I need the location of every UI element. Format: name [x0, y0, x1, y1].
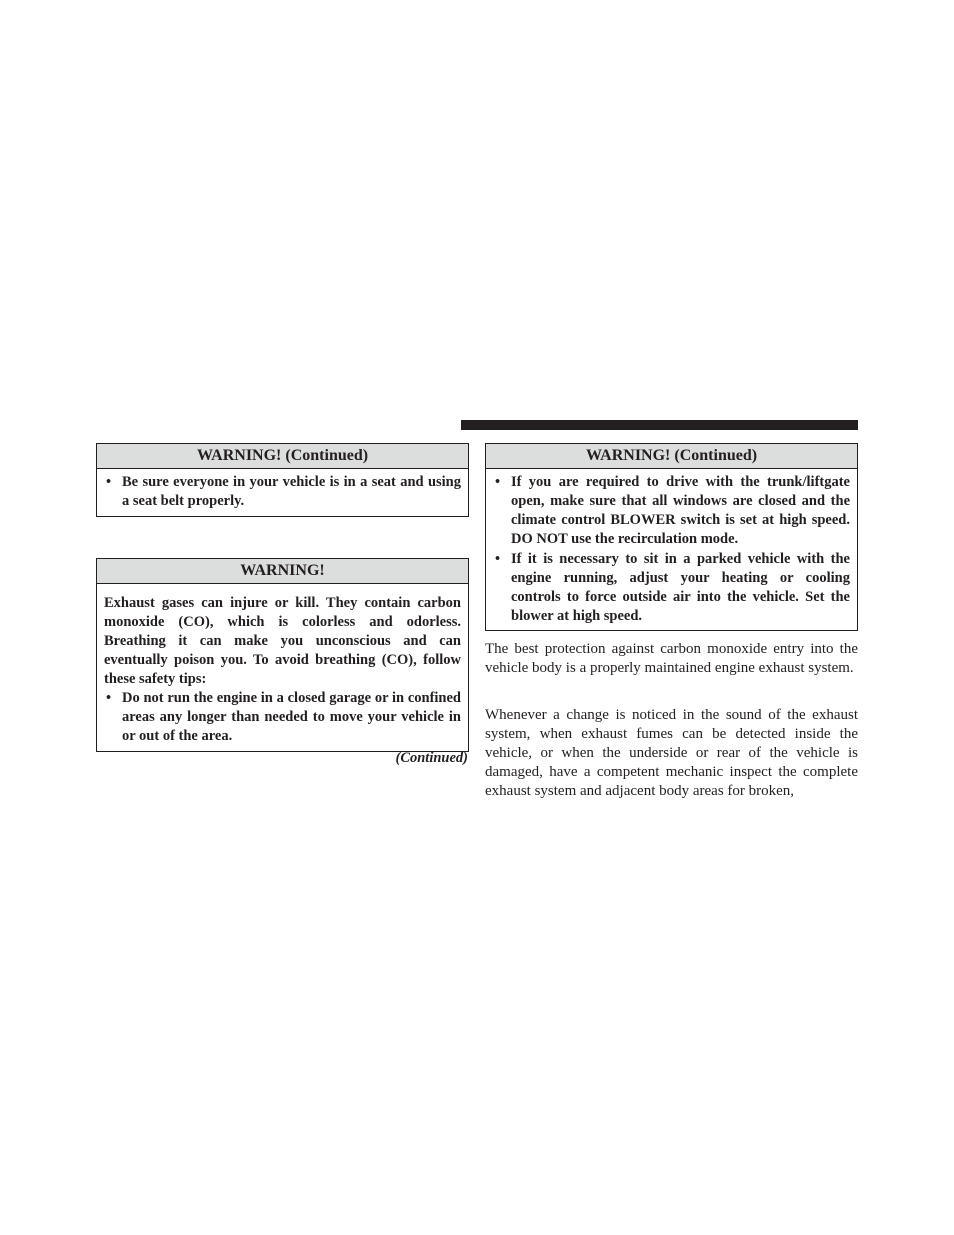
paragraph: Whenever a change is noticed in the sound of the exhaust system, when exhaust fumes can be detected inside the vehicle, or when the underside or rear of the vehicle is damaged, have a competent mechanic inspect the complete exhaust system and adjacent body areas for broken,	[485, 707, 858, 799]
bullet-icon: •	[495, 474, 501, 490]
warning-body	[97, 469, 468, 517]
body-paragraph-inspection	[485, 706, 858, 801]
bullet-text: Be sure everyone in your vehicle is in a seat and using a seat belt properly.	[122, 474, 461, 509]
bullet-list	[493, 473, 850, 626]
bullet-list	[104, 689, 461, 746]
paragraph: The best protection against carbon monoxide entry into the vehicle body is a properly maintained engine exhaust system.	[485, 641, 858, 676]
bullet-text: If you are required to drive with the trunk/liftgate open, make sure that all windows are closed and the climate control BLOWER switch is set at high speed. DO NOT use the recirculation mode.	[511, 474, 850, 547]
warning-body	[486, 469, 857, 632]
warning-intro: Exhaust gases can injure or kill. They contain carbon monoxide (CO), which is colorless and odorless. Breathing it can make you unconscious and can eventually poison you. To avoid breathing (CO), follow these safety tips:	[104, 595, 461, 687]
bullet-text: If it is necessary to sit in a parked vehicle with the engine running, adjust your heating or cooling controls to force outside air into the vehicle. Set the blower at high speed.	[511, 551, 850, 624]
warning-body	[97, 584, 468, 752]
bullet-text: Do not run the engine in a closed garage or in confined areas any longer than needed to move your vehicle in or out of the area.	[122, 690, 461, 744]
warning-header: WARNING! (Continued)	[97, 444, 468, 469]
body-paragraph-protection	[485, 640, 858, 678]
continued-label: (Continued)	[395, 750, 468, 766]
bullet-item	[493, 473, 850, 549]
bullet-item	[104, 473, 461, 511]
bullet-list	[104, 473, 461, 511]
bullet-icon: •	[106, 474, 112, 490]
warning-box-exhaust	[96, 558, 469, 752]
bullet-item	[104, 689, 461, 746]
bullet-icon: •	[106, 690, 112, 706]
warning-box-continued-left	[96, 443, 469, 517]
warning-header: WARNING! (Continued)	[486, 444, 857, 469]
bullet-item	[493, 550, 850, 626]
warning-box-continued-right	[485, 443, 858, 631]
section-header-bar	[461, 420, 858, 430]
warning-header: WARNING!	[97, 559, 468, 584]
bullet-icon: •	[495, 551, 501, 567]
